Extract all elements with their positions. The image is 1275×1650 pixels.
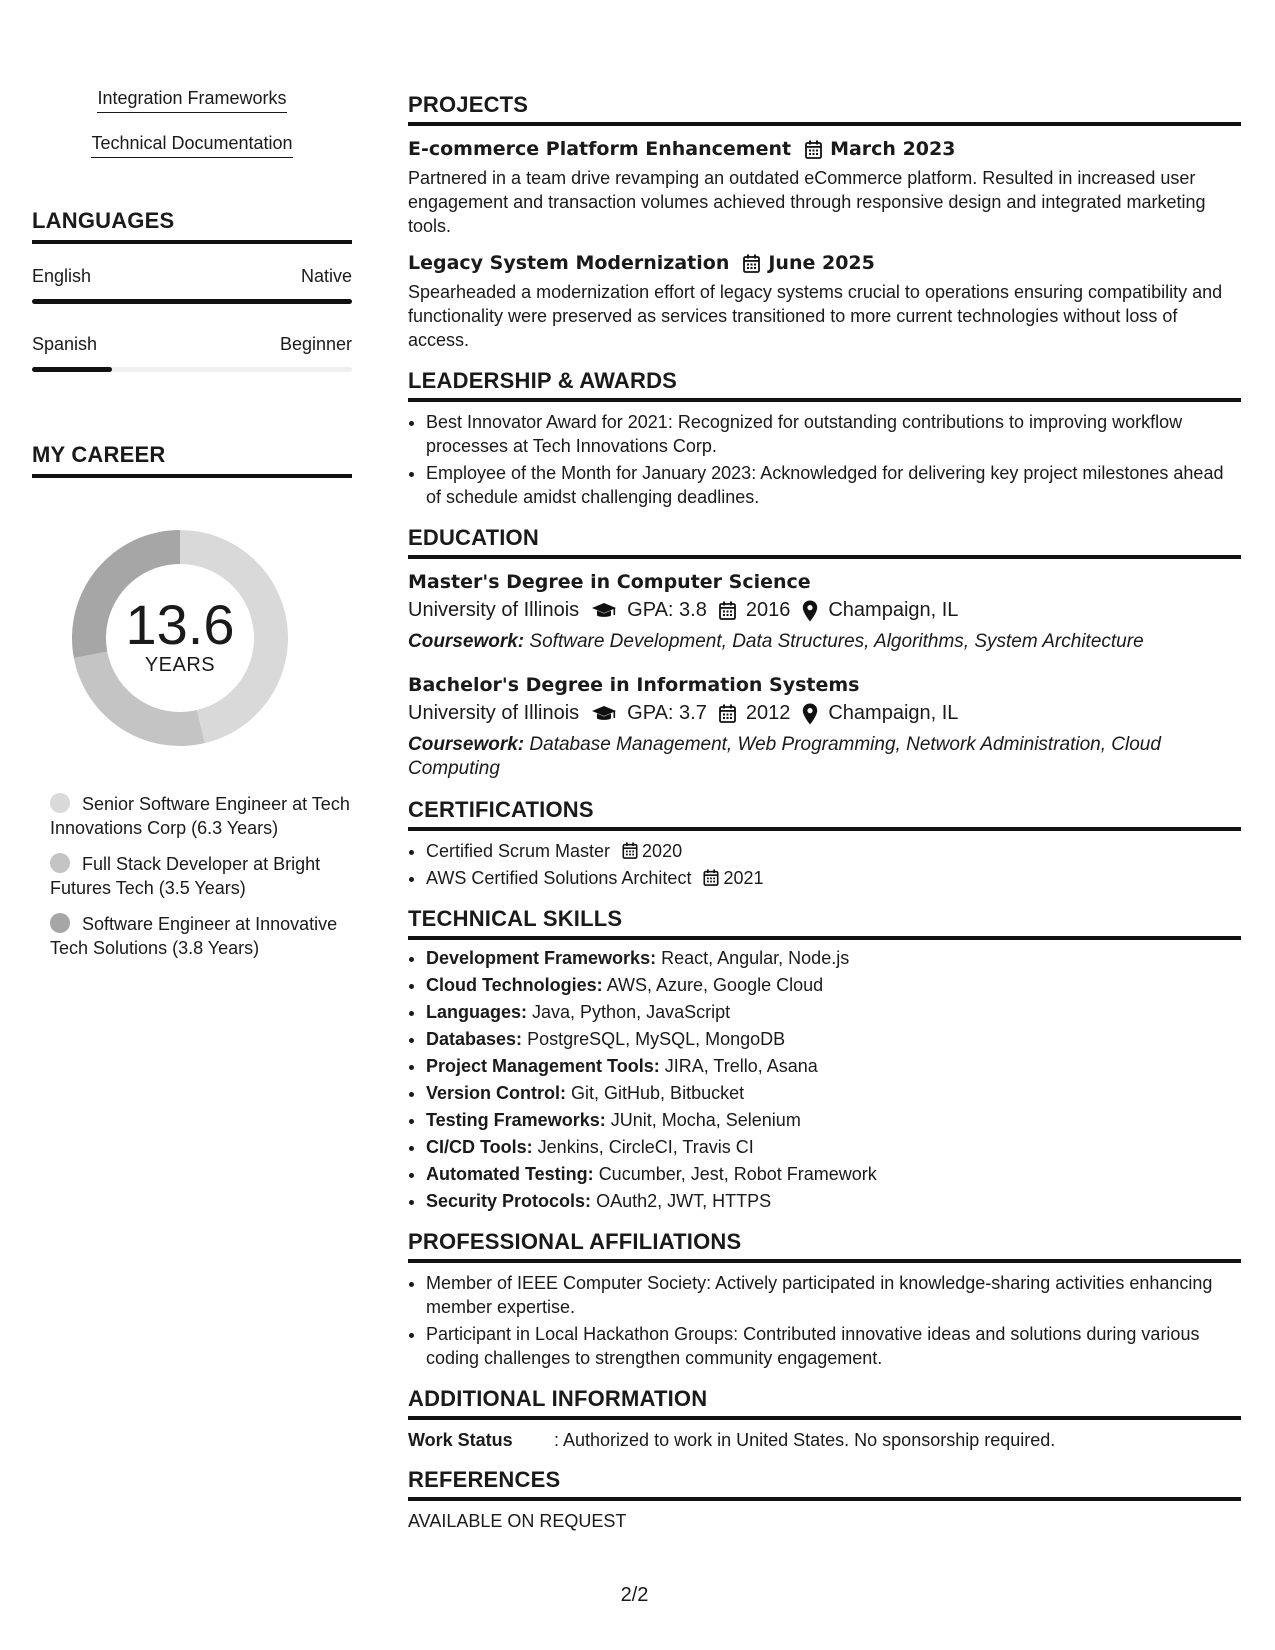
certifications-heading: CERTIFICATIONS	[408, 797, 1241, 831]
certification-year: 2021	[723, 868, 764, 888]
skill-category: Languages:	[426, 1002, 528, 1022]
technical-skills-heading: TECHNICAL SKILLS	[408, 906, 1241, 940]
affiliations-heading: PROFESSIONAL AFFILIATIONS	[408, 1229, 1241, 1263]
certification-name: AWS Certified Solutions Architect	[426, 868, 692, 888]
certification-year: 2020	[642, 841, 683, 861]
legend-swatch	[50, 913, 70, 933]
education-heading: EDUCATION	[408, 525, 1241, 559]
languages-heading: LANGUAGES	[32, 208, 352, 244]
sidebar	[32, 88, 352, 972]
coursework	[408, 630, 1241, 654]
education-details	[408, 599, 1241, 622]
projects-heading: PROJECTS	[408, 92, 1241, 126]
skill-category: Development Frameworks:	[426, 948, 657, 968]
skill-category: Databases:	[426, 1029, 523, 1049]
calendar-icon	[719, 601, 736, 620]
certification-name: Certified Scrum Master	[426, 841, 611, 861]
school-name: University of Illinois	[408, 599, 580, 621]
skill-item	[426, 1027, 1241, 1051]
skill-item	[426, 973, 1241, 997]
page-number-text: 2/2	[620, 1584, 649, 1606]
graduation-cap-icon	[591, 602, 617, 620]
calendar-icon	[743, 254, 760, 273]
project-description: Spearheaded a modernization effort of legacy systems crucial to operations ensuring compatibility and functionality were preserved as services transitioned to more current technologies without loss of access.	[408, 282, 1223, 350]
career-total-unit: YEARS	[144, 653, 216, 676]
skill-values: Cucumber, Jest, Robot Framework	[598, 1164, 877, 1184]
legend-swatch	[50, 853, 70, 873]
career-legend-item	[50, 792, 352, 840]
references-section	[408, 1467, 1241, 1532]
language-proficiency-bar	[32, 299, 352, 304]
skill-item	[426, 1081, 1241, 1105]
career-total-value: 13.6	[125, 592, 235, 656]
skill-item	[426, 1162, 1241, 1186]
language-proficiency-bar	[32, 367, 352, 372]
coursework-label: Coursework:	[408, 734, 525, 755]
skill-item	[426, 1108, 1241, 1132]
certification-item	[426, 839, 1241, 863]
skill-tag: Integration Frameworks	[97, 88, 286, 113]
skill-values: Java, Python, JavaScript	[532, 1002, 731, 1022]
project-name: E-commerce Platform Enhancement	[408, 138, 792, 160]
language-proficiency-fill	[32, 367, 112, 372]
education-details	[408, 702, 1241, 725]
skill-item	[426, 1135, 1241, 1159]
references-heading: REFERENCES	[408, 1467, 1241, 1501]
gpa: GPA: 3.7	[627, 702, 707, 724]
calendar-icon	[805, 140, 822, 159]
affiliations-section	[408, 1229, 1241, 1370]
coursework	[408, 733, 1241, 781]
career-legend	[32, 792, 352, 960]
leadership-heading: LEADERSHIP & AWARDS	[408, 368, 1241, 402]
school-location: Champaign, IL	[828, 599, 959, 621]
project-description: Partnered in a team drive revamping an outdated eCommerce platform. Resulted in increased user engagement and transaction volumes achieved through responsive design and integrated marketing tools.	[408, 168, 1206, 236]
graduation-year: 2012	[745, 702, 791, 724]
language-proficiency-fill	[32, 299, 352, 304]
degree-title: Bachelor's Degree in Information Systems	[408, 674, 860, 696]
skill-category: Testing Frameworks:	[426, 1110, 606, 1130]
skill-category: Version Control:	[426, 1083, 567, 1103]
main-content	[408, 92, 1241, 1548]
additional-info-heading: ADDITIONAL INFORMATION	[408, 1386, 1241, 1420]
career-legend-label: Senior Software Engineer at Tech Innovations Corp (6.3 Years)	[50, 794, 350, 838]
affiliation-item: • Participant in Local Hackathon Groups: Contributed innovative ideas and solutions during various coding challenges to strengthen community engagement.	[426, 1322, 1241, 1370]
career-legend-label: Software Engineer at Innovative Tech Solutions (3.8 Years)	[50, 914, 338, 958]
skill-values: JUnit, Mocha, Selenium	[610, 1110, 801, 1130]
skill-item	[426, 1189, 1241, 1213]
skill-item	[426, 1054, 1241, 1078]
coursework-label: Coursework:	[408, 631, 525, 652]
location-pin-icon	[802, 703, 818, 725]
language-name: English	[32, 266, 92, 286]
location-pin-icon	[802, 600, 818, 622]
graduation-cap-icon	[591, 705, 617, 723]
skill-values: PostgreSQL, MySQL, MongoDB	[527, 1029, 786, 1049]
project-title	[408, 138, 1241, 160]
award-item: • Best Innovator Award for 2021: Recognized for outstanding contributions to improving workflow processes at Tech Innovations Corp.	[426, 410, 1241, 458]
project-title	[408, 252, 1241, 274]
skill-values: React, Angular, Node.js	[661, 948, 850, 968]
language-name: Spanish	[32, 334, 98, 354]
page-number	[0, 1584, 1275, 1607]
projects-section	[408, 92, 1241, 352]
skill-values: OAuth2, JWT, HTTPS	[596, 1191, 772, 1211]
degree-title: Master's Degree in Computer Science	[408, 571, 811, 593]
project-date: March 2023	[830, 138, 956, 160]
work-status-value: : Authorized to work in United States. No sponsorship required.	[554, 1430, 1056, 1450]
graduation-year: 2016	[745, 599, 791, 621]
language-item	[32, 266, 352, 304]
language-level: Native	[300, 266, 352, 286]
calendar-icon	[703, 869, 719, 886]
skill-category: Security Protocols:	[426, 1191, 592, 1211]
coursework-list: Database Management, Web Programming, Network Administration, Cloud Computing	[408, 734, 1161, 779]
skill-category: Automated Testing:	[426, 1164, 594, 1184]
award-item: • Employee of the Month for January 2023: Acknowledged for delivering key project milestones ahead of schedule amidst challenging deadlines.	[426, 461, 1241, 509]
skill-tag: Technical Documentation	[91, 133, 292, 158]
gpa: GPA: 3.8	[627, 599, 707, 621]
technical-skills-section	[408, 906, 1241, 1213]
calendar-icon	[622, 842, 638, 859]
project-name: Legacy System Modernization	[408, 252, 730, 274]
career-legend-item	[50, 912, 352, 960]
school-location: Champaign, IL	[828, 702, 959, 724]
skill-category: Cloud Technologies:	[426, 975, 603, 995]
project-date: June 2025	[768, 252, 875, 274]
language-level: Beginner	[279, 334, 352, 354]
work-status-label: Work Status	[408, 1430, 513, 1450]
skill-category: CI/CD Tools:	[426, 1137, 533, 1157]
skill-values: JIRA, Trello, Asana	[664, 1056, 818, 1076]
work-status-row	[408, 1430, 1241, 1451]
certifications-section	[408, 797, 1241, 890]
career-donut-chart	[60, 518, 300, 758]
school-name: University of Illinois	[408, 702, 580, 724]
skill-category: Project Management Tools:	[426, 1056, 660, 1076]
references-text: AVAILABLE ON REQUEST	[408, 1511, 627, 1531]
legend-swatch	[50, 793, 70, 813]
career-heading: MY CAREER	[32, 442, 352, 478]
calendar-icon	[719, 704, 736, 723]
skill-values: Jenkins, CircleCI, Travis CI	[537, 1137, 754, 1157]
career-legend-label: Full Stack Developer at Bright Futures Tech (3.5 Years)	[50, 854, 321, 898]
affiliation-item: • Member of IEEE Computer Society: Actively participated in knowledge-sharing activities enhancing member expertise.	[426, 1271, 1241, 1319]
career-legend-item	[50, 852, 352, 900]
skill-item	[426, 1000, 1241, 1024]
education-section	[408, 525, 1241, 781]
additional-info-section	[408, 1386, 1241, 1451]
certification-item	[426, 866, 1241, 890]
language-item	[32, 334, 352, 372]
skill-values: Git, GitHub, Bitbucket	[571, 1083, 745, 1103]
skill-values: AWS, Azure, Google Cloud	[606, 975, 824, 995]
coursework-list: Software Development, Data Structures, Algorithms, System Architecture	[529, 631, 1144, 652]
leadership-section	[408, 368, 1241, 509]
skill-item	[426, 946, 1241, 970]
